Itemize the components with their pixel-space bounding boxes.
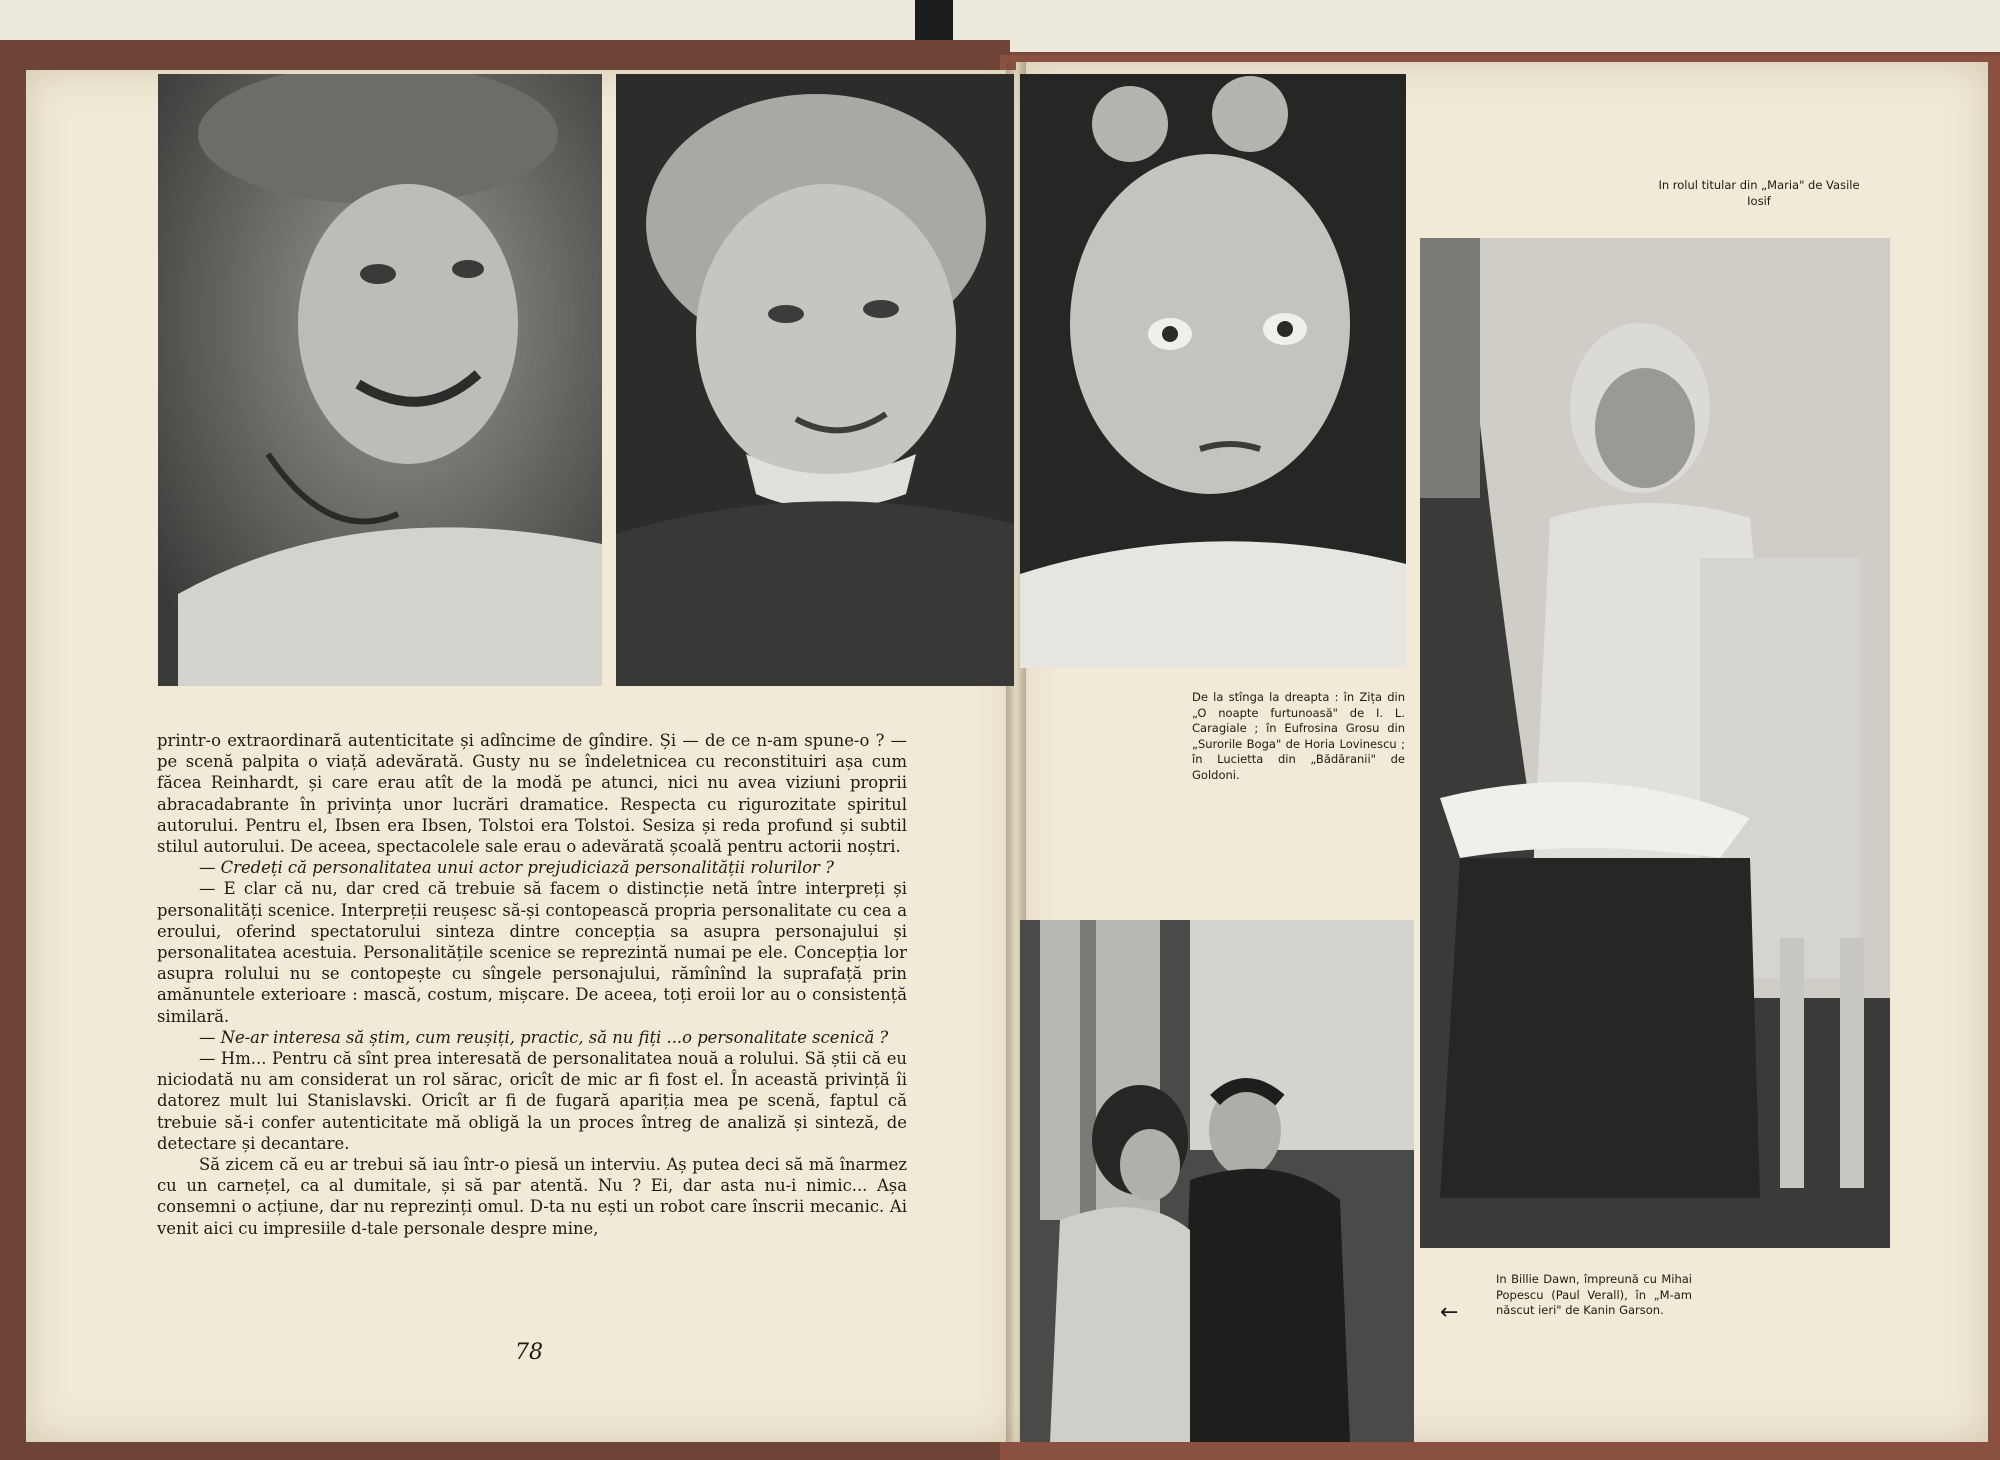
article-text — [157, 730, 907, 1239]
photo-couple-billie-dawn — [1020, 920, 1414, 1442]
caption-roles: De la stînga la dreapta : în Zița din „O noapte furtunoasă" de I. L. Caragiale ; în Eufrosina Grosu din „Surorile Boga" de Horia Lovinescu ; în Lucietta din „Bădăranii" de Goldoni. — [1192, 690, 1405, 782]
caption-billie-dawn: In Billie Dawn, împreună cu Mihai Popescu (Paul Verall), în „M-am născut ieri" de Kanin Garson. — [1496, 1272, 1692, 1317]
question-1: — Credeți că personalitatea unui actor prejudiciază personalității rolurilor ? — [199, 858, 834, 878]
paragraph-2: — E clar că nu, dar cred că trebuie să facem o distincție netă între interpreți și personalități scenice. Interpreții reușesc să-și contopească propria personalitate cu cea a eroului, oferind spectatorului sinteza dintre concepția sa asupra personajului și personalitatea acestuia. Personalitățile scenice se reprezintă numai pe ele. Concepția lor asupra rolului nu se contopește cu sîngele personajului, rămînînd la suprafață prin amănuntele exterioare : mască, costum, mișcare. De aceea, toți eroii lor au o consistență similară. — [157, 879, 907, 1026]
paragraph-1: printr-o extraordinară autenticitate și adîncime de gîndire. Și — de ce n-am spune-o ? — pe scenă palpita o viață adevărată. Gusty nu se îndeletnicea cu reconstituiri așa cum făcea Reinhardt, și care erau atît de la modă pe atunci, nici nu avea viziuni proprii abracadabrante în privința unor lucrări dramatice. Respecta cu rigurozitate spiritul autorului. Pentru el, Ibsen era Ibsen, Tolstoi era Tolstoi. Sesiza și reda profund și subtil stilul autorului. De aceea, spectacolele sale erau o adevărată școală pentru actorii noștri. — [157, 731, 907, 857]
arrow-left-icon: ← — [1440, 1300, 1459, 1325]
paragraph-3: — Hm... Pentru că sînt prea interesată de personalitatea nouă a rolului. Să știi că eu niciodată nu am considerat un rol sărac, oricît de mic ar fi fost el. În această privință îi datorez mult lui Stanislavski. Oricît ar fi de fugară apariția mea pe scenă, faptul că trebuie să-i confer autenticitate mă obligă la un proces întreg de analiză și sinteză, de detectare și decantare. — [157, 1049, 907, 1153]
photo-portrait-smiling-woman — [158, 74, 602, 686]
caption-maria: In rolul titular din „Maria" de Vasile Iosif — [1658, 178, 1860, 208]
photo-maria-reading — [1420, 238, 1890, 1248]
scan-gap — [915, 0, 953, 40]
page-number: 78 — [515, 1340, 543, 1365]
photo-portrait-woman-braids — [1020, 74, 1406, 668]
question-2: — Ne-ar interesa să știm, cum reușiți, practic, să nu fiți ...o personalitate scenică ? — [199, 1027, 889, 1047]
photo-portrait-older-woman — [616, 74, 1014, 686]
paragraph-4: Să zicem că eu ar trebui să iau într-o piesă un interviu. Aș putea deci să mă înarmez cu un carnețel, ca al dumitale, și să par atentă. Nu ? Ei, dar asta nu-i nimic... Așa consemni o acțiune, dar nu reprezinți omul. D-ta nu ești un robot care înscrii mecanic. Ai venit aici cu impresiile d-tale personale despre mine, — [157, 1155, 907, 1238]
